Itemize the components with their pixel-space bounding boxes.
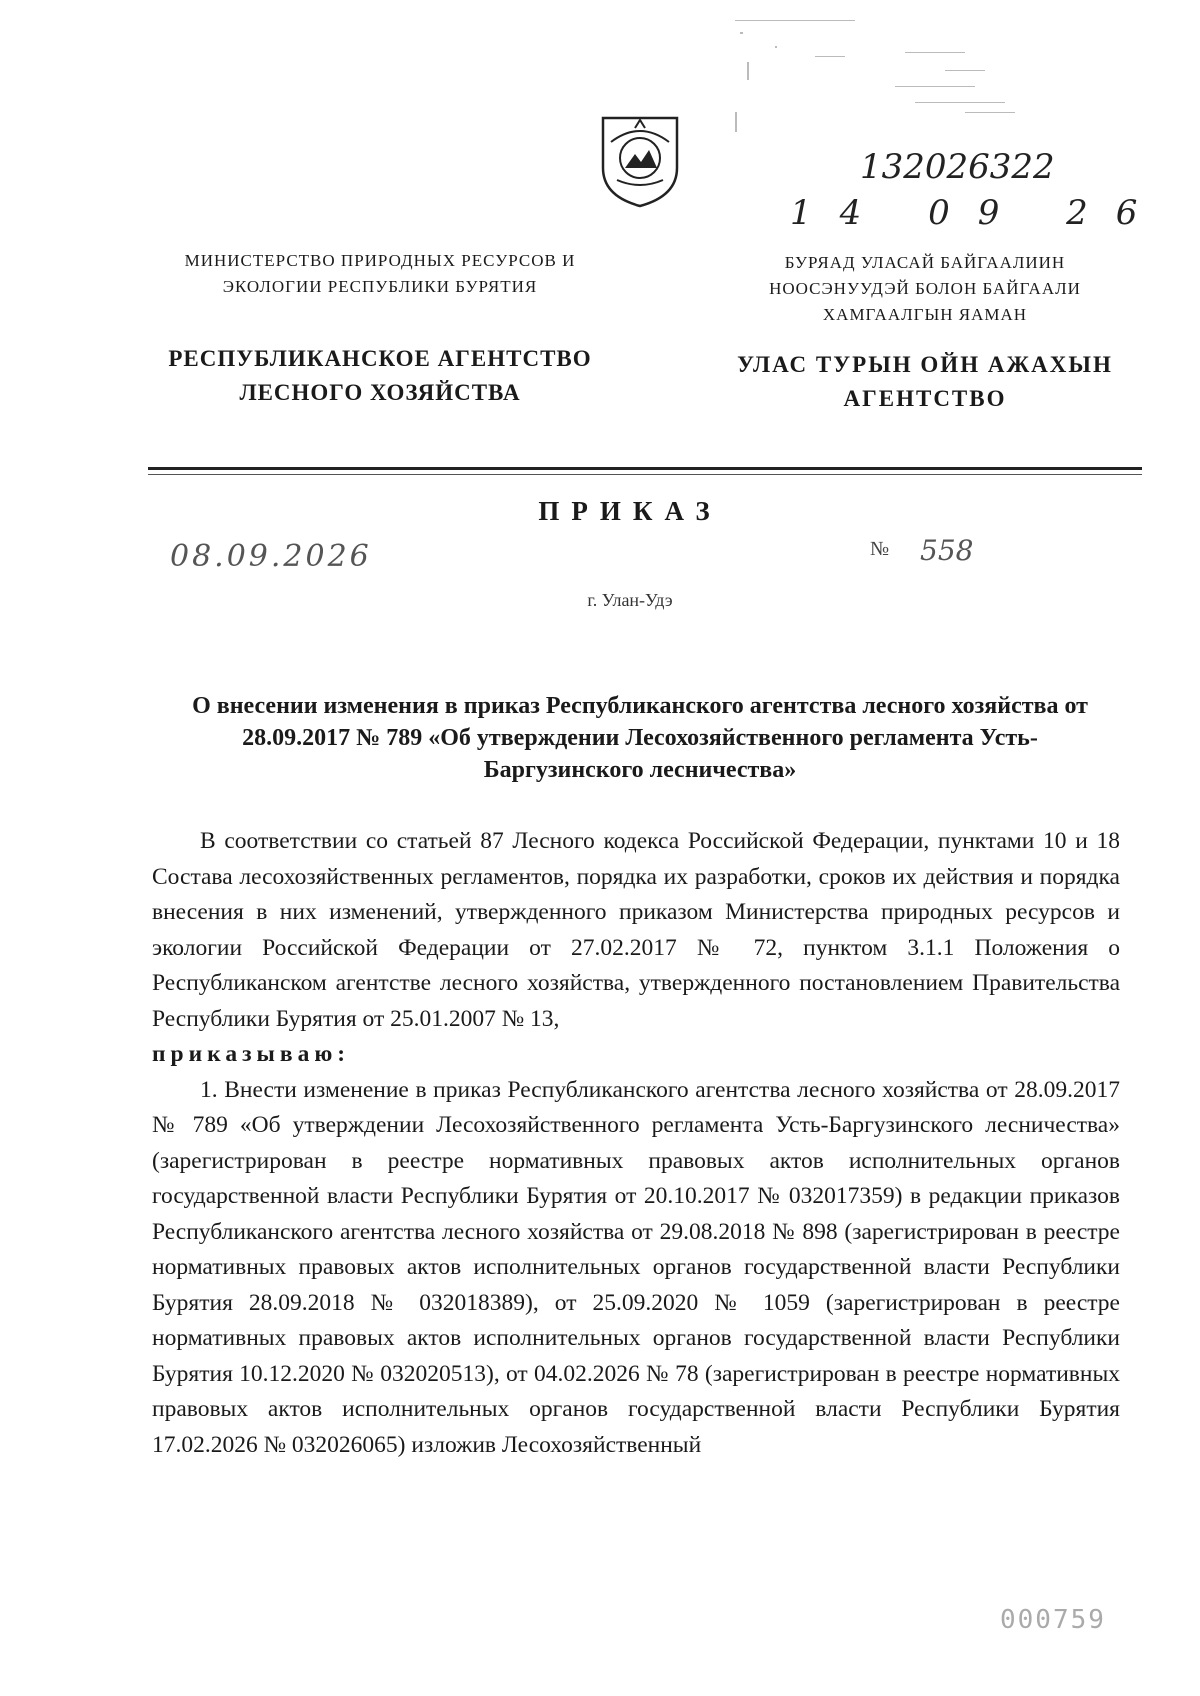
agency-name-bua: УЛАС ТУРЫН ОЙН АЖАХЫН АГЕНТСТВО — [737, 352, 1113, 411]
ministry-name-bua: БУРЯАД УЛАСАЙ БАЙГААЛИИН НООСЭНУУДЭЙ БОЛОН БАЙГААЛИ ХАМГААЛГЫН ЯАМАН — [769, 253, 1081, 324]
ministry-name-ru: МИНИСТЕРСТВО ПРИРОДНЫХ РЕСУРСОВ И ЭКОЛОГИИ РЕСПУБЛИКИ БУРЯТИЯ — [184, 251, 576, 296]
agency-name-ru: РЕСПУБЛИКАНСКОЕ АГЕНТСТВО ЛЕСНОГО ХОЗЯЙСТВА — [168, 346, 592, 405]
order-title: ПРИКАЗ — [538, 496, 722, 526]
coat-of-arms-icon — [597, 112, 683, 210]
order-date: 08.09.2026 — [170, 539, 372, 574]
registration-date: 14 09 26 — [790, 193, 1166, 233]
registration-handwriting — [790, 142, 1166, 242]
order-number-label: № — [870, 538, 890, 560]
order-date-handwriting — [170, 530, 430, 580]
header-divider — [148, 467, 1142, 470]
order-subject: О внесении изменения в приказ Республиканского агентства лесного хозяйства от 28.09.2017 № 789 «Об утверждении Лесохозяйственного регламента Усть-Баргузинского лесничества» — [192, 693, 1088, 783]
order-body — [152, 824, 1120, 1463]
preamble-paragraph: В соответствии со статьей 87 Лесного кодекса Российской Федерации, пунктами 10 и 18 Состава лесохозяйственных регламентов, порядка их разработки, сроков их действия и порядка внесения в них изменений, утвержденного приказом Министерства природных ресурсов и экологии Российской Федерации от 27.02.2017 № 72, пунктом 3.1.1 Положения о Республиканском агентстве лесного хозяйства, утвержденного постановлением Правительства Республики Бурятия от 25.01.2007 № 13, — [152, 828, 1120, 1032]
registration-number: 132026322 — [860, 147, 1055, 187]
page-stamp-number: 000759 — [1000, 1605, 1106, 1635]
order-number-handwriting — [910, 530, 1010, 574]
item-1-paragraph: 1. Внести изменение в приказ Республиканского агентства лесного хозяйства от 28.09.2017 № 789 «Об утверждении Лесохозяйственного регламента Усть-Баргузинского лесничества» (зарегистрирован в реестре нормативных правовых актов исполнительных органов государственной власти Республики Бурятия от 20.10.2017 № 032017359) в редакции приказов Республиканского агентства лесного хозяйства от 29.08.2018 № 898 (зарегистрирован в реестре нормативных правовых актов исполнительных органов государственной власти Республики Бурятия 28.09.2018 № 032018389), от 25.09.2020 № 1059 (зарегистрирован в реестре нормативных правовых актов исполнительных органов государственной власти Республики Бурятия 10.12.2020 № 032020513), от 04.02.2026 № 78 (зарегистрирован в реестре нормативных правовых актов исполнительных органов государственной власти Республики Бурятия 17.02.2026 № 032026065) изложив Лесохозяйственный — [152, 1076, 1120, 1458]
city: г. Улан-Удэ — [587, 590, 673, 610]
order-word: приказываю: — [152, 1041, 351, 1067]
header-divider-thin — [148, 474, 1142, 475]
order-number: 558 — [920, 534, 974, 567]
scan-artifact — [735, 12, 1065, 142]
